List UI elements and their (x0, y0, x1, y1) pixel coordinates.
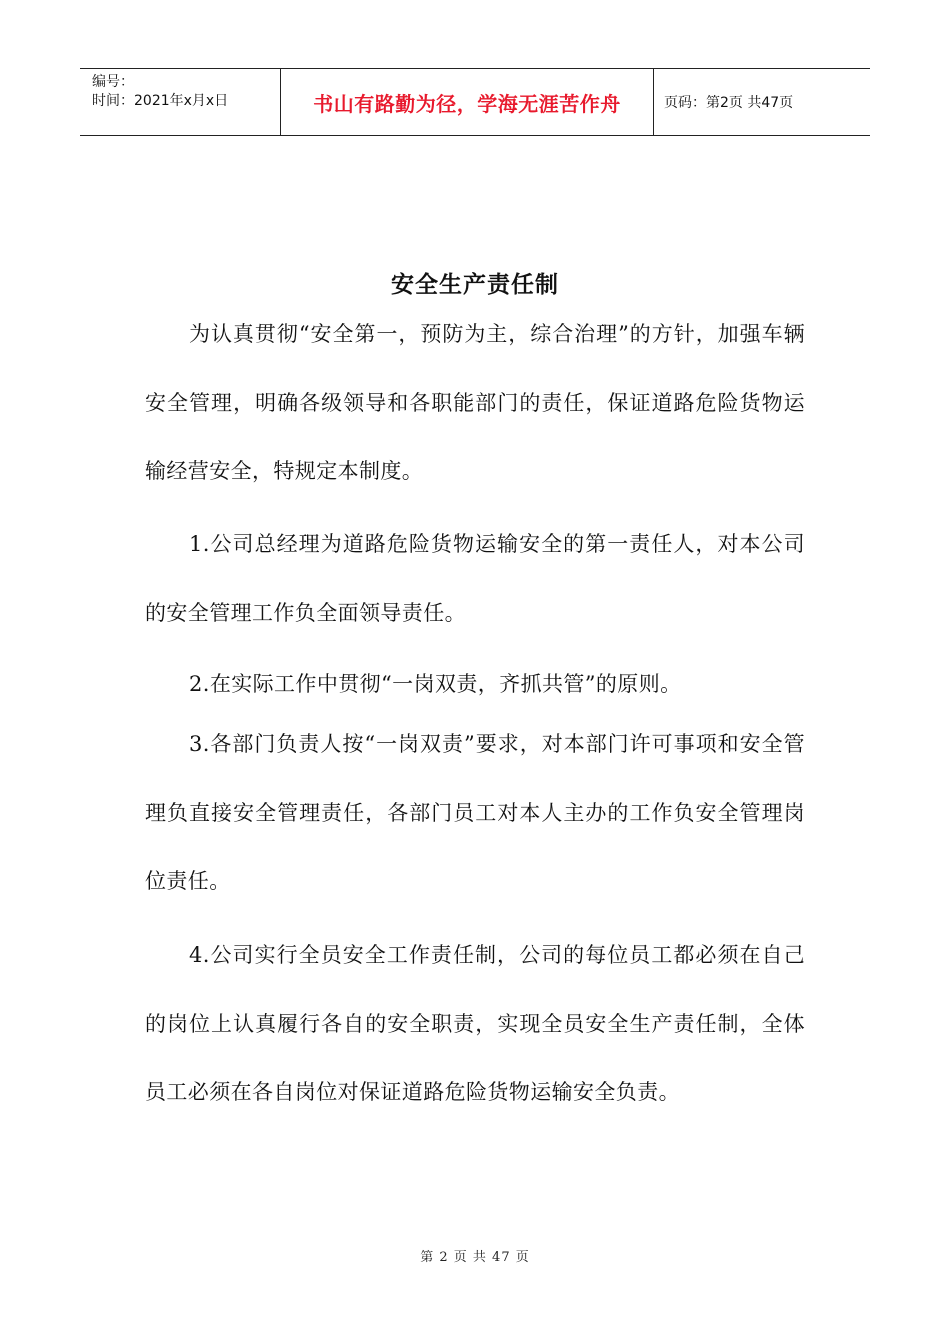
motto-text: 书山有路勤为径，学海无涯苦作舟 (313, 91, 621, 116)
paragraph-item-3: 3.各部门负责人按“一岗双责”要求，对本部门许可事项和安全管理负直接安全管理责任，各部门员工对本人主办的工作负安全管理岗位责任。 (145, 732, 805, 893)
document-header (80, 68, 870, 136)
header-motto-cell (281, 69, 654, 135)
header-meta (80, 69, 281, 135)
paragraph-intro: 为认真贯彻“安全第一，预防为主，综合治理”的方针，加强车辆安全管理，明确各级领导和各职能部门的责任，保证道路危险货物运输经营安全，特规定本制度。 (145, 322, 805, 483)
document-title: 安全生产责任制 (391, 272, 559, 298)
number-label: 编号： (92, 74, 134, 90)
paragraph-item-2: 2.在实际工作中贯彻“一岗双责，齐抓共管”的原则。 (189, 672, 682, 696)
header-page-info: 页码：第2页 共47页 (664, 95, 794, 111)
time-label: 时间：2021年x月x日 (92, 93, 229, 109)
paragraph-item-4: 4.公司实行全员安全工作责任制，公司的每位员工都必须在自己的岗位上认真履行各自的安全职责，实现全员安全生产责任制，全体员工必须在各自岗位对保证道路危险货物运输安全负责。 (145, 943, 805, 1104)
paragraph-item-1: 1.公司总经理为道路危险货物运输安全的第一责任人，对本公司的安全管理工作负全面领导责任。 (145, 532, 805, 625)
page-footer: 第 2 页 共 47 页 (420, 1250, 530, 1265)
header-page-cell (654, 69, 870, 135)
